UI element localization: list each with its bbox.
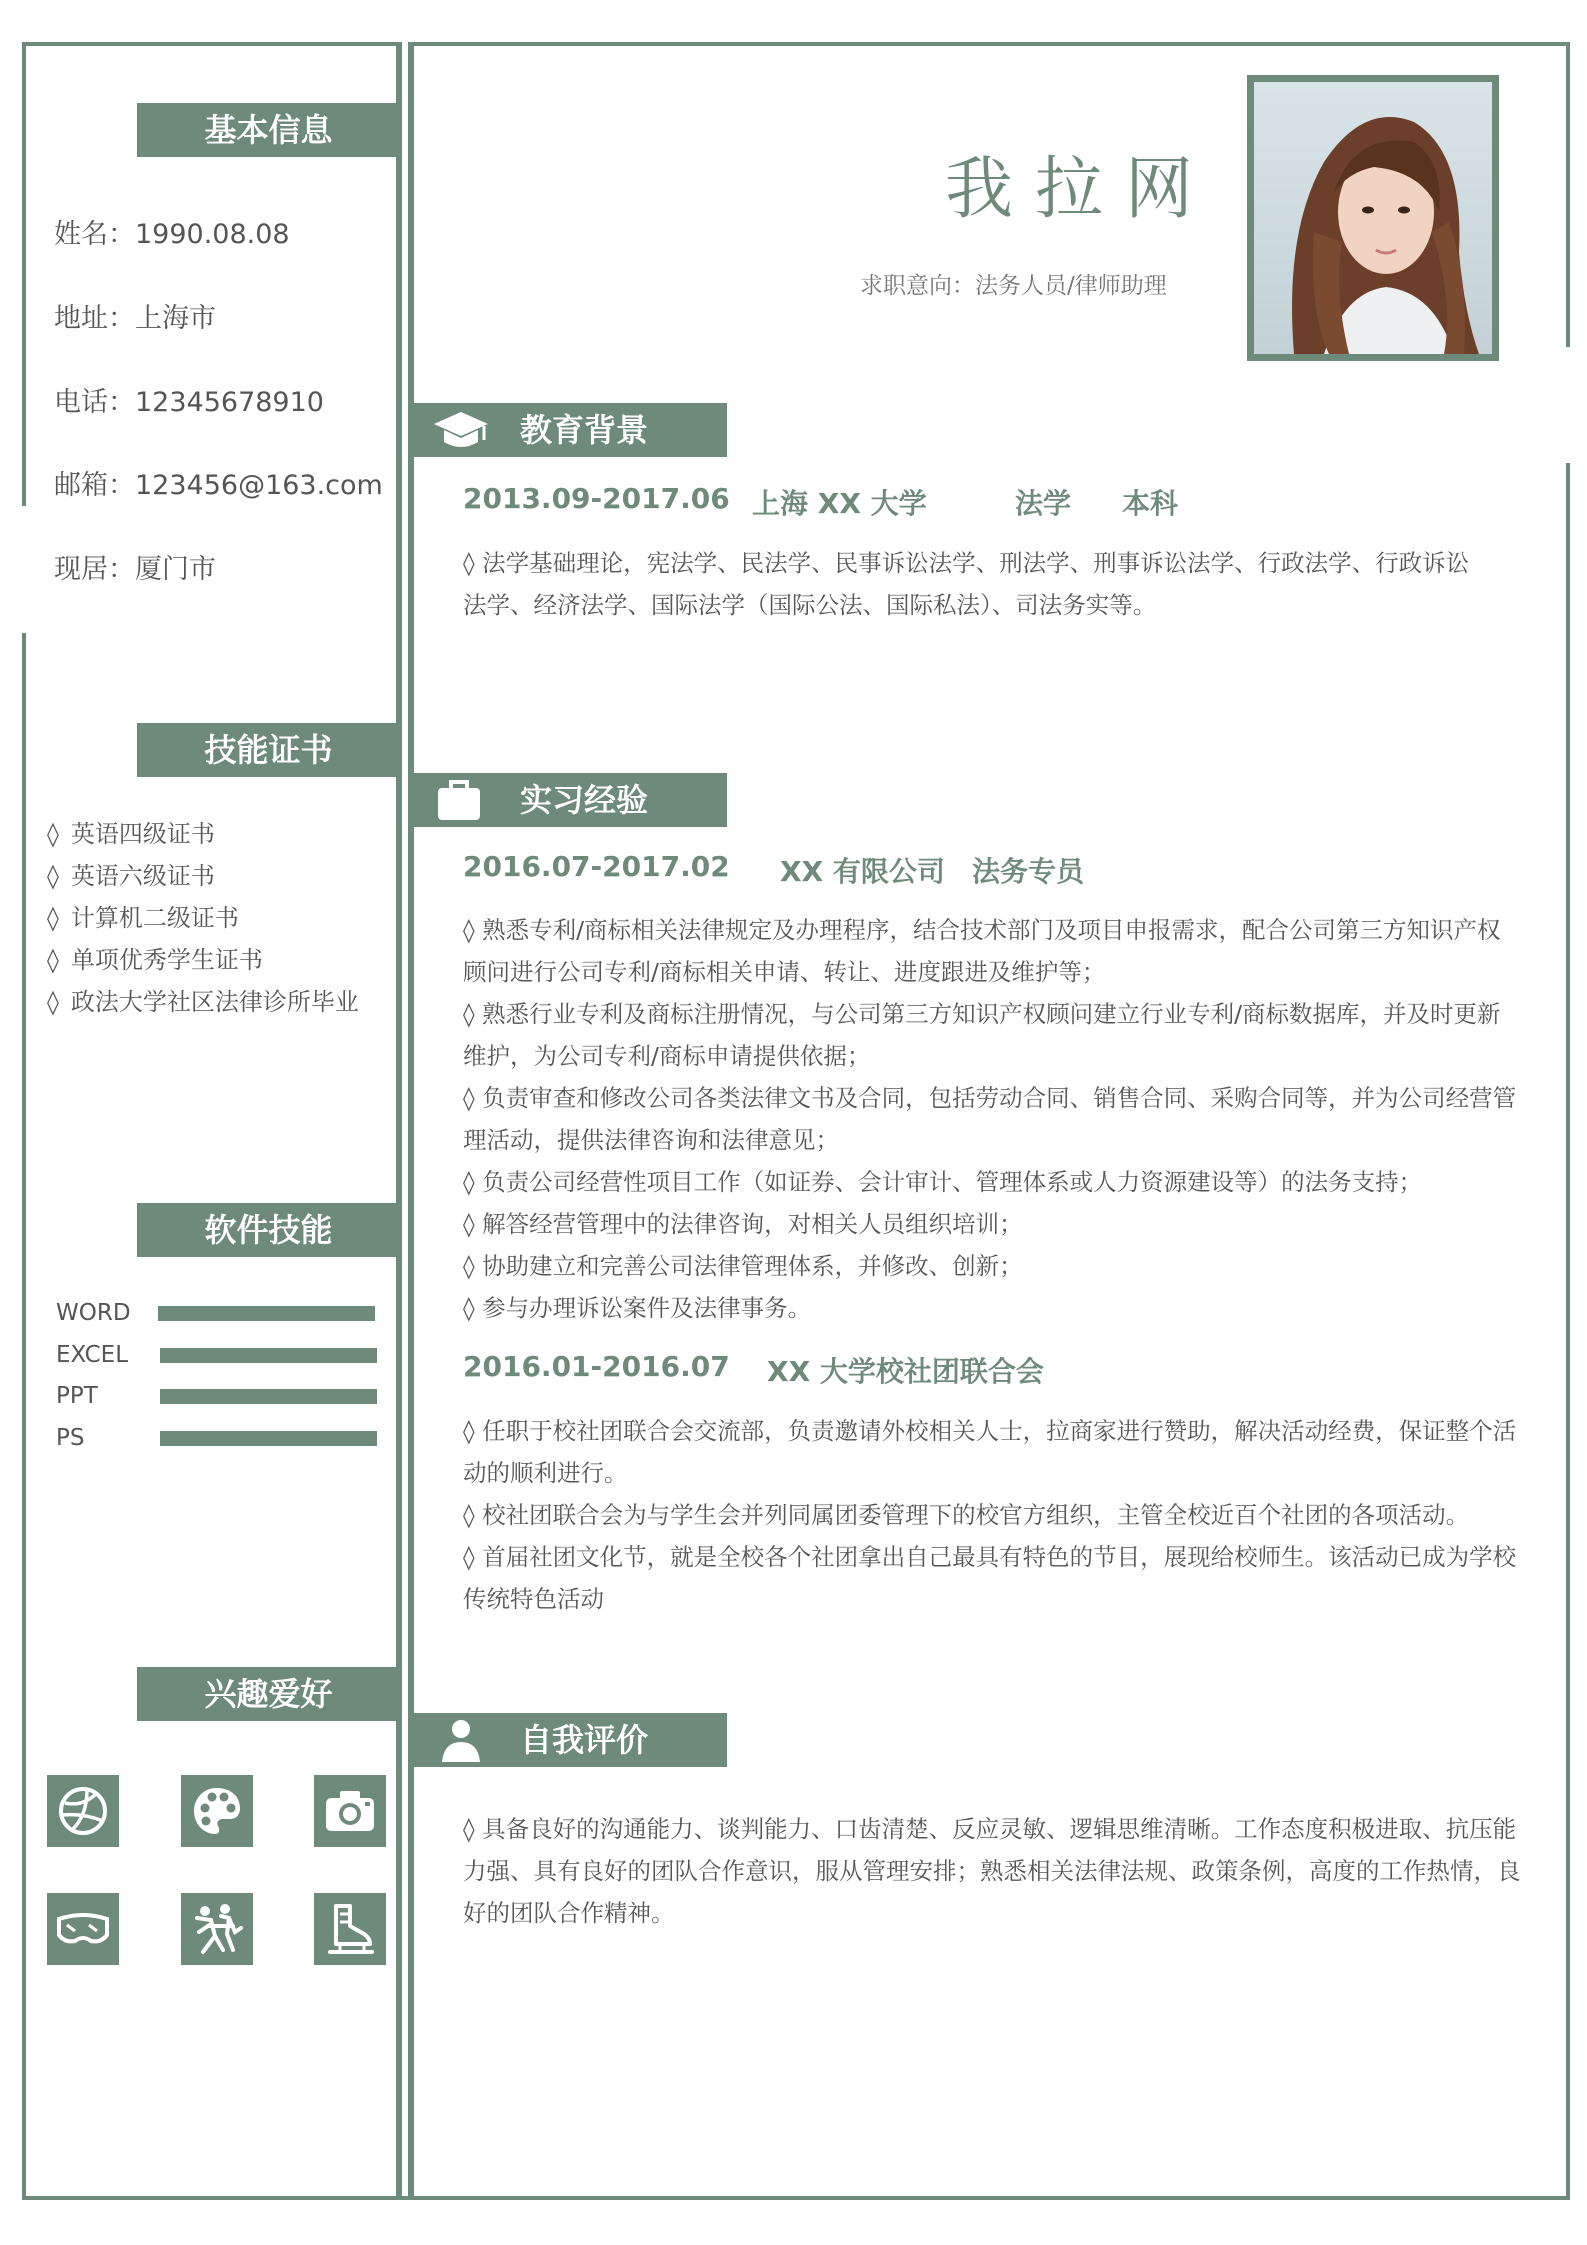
- briefcase-icon: [432, 778, 490, 822]
- goggles-icon: [47, 1893, 119, 1965]
- intern1-period: 2016.07-2017.02: [463, 850, 730, 883]
- frame-divider-b: [408, 42, 414, 2200]
- intern2-period: 2016.01-2016.07: [463, 1350, 730, 1383]
- frame-right-upper: [1566, 42, 1570, 347]
- section-hobbies: 兴趣爱好: [137, 1667, 400, 1721]
- section-internship-title: 实习经验: [520, 781, 649, 819]
- intern1-company: XX 有限公司: [780, 855, 945, 888]
- frame-top-left: [22, 42, 400, 46]
- skate-icon: [314, 1893, 386, 1965]
- frame-right-lower: [1566, 463, 1570, 2200]
- job-intent: 求职意向：法务人员/律师助理: [860, 273, 1167, 299]
- person-name: 我拉网: [945, 150, 1216, 229]
- skill-label-ps: PS: [56, 1425, 85, 1451]
- volleyball-icon: [47, 1775, 119, 1847]
- info-residence: 现居：厦门市: [54, 554, 216, 585]
- skill-bar-ppt: [160, 1389, 377, 1404]
- skill-label-word: WORD: [56, 1300, 131, 1326]
- section-certs: 技能证书: [137, 723, 400, 777]
- edu-courses: ◊ 法学基础理论，宪法学、民法学、民事诉讼法学、刑法学、刑事诉讼法学、行政法学、行政诉讼 法学、经济法学、国际法学（国际公法、国际私法）、司法务实等。: [463, 549, 1470, 619]
- cert-item: ◊ 英语六级证书: [47, 862, 215, 890]
- intern2-duties: ◊ 任职于校社团联合会交流部，负责邀请外校相关人士，拉商家进行赞助，解决活动经费，保证整个活 动的顺利进行。 ◊ 校社团联合会为与学生会并列同属团委管理下的校官方组织，主管全校近百个社团的各项活动。 ◊ 首届社团文化节，就是全校各个社团拿出自己最具有特色的节目，展现给校师生。该活动已成为学校 传统特色活动: [463, 1417, 1517, 1613]
- self-eval-text: ◊ 具备良好的沟通能力、谈判能力、口齿清楚、反应灵敏、逻辑思维清晰。工作态度积极进取、抗压能 力强、具有良好的团队合作意识，服从管理安排；熟悉相关法律法规、政策条例，高度的工作热情，良 好的团队合作精神。: [463, 1815, 1521, 1927]
- skill-bar-word: [158, 1306, 375, 1321]
- cert-item: ◊ 政法大学社区法律诊所毕业: [47, 988, 359, 1016]
- section-self-eval-title: 自我评价: [520, 1721, 649, 1759]
- section-self-eval: [412, 1713, 727, 1767]
- section-education: [412, 403, 727, 457]
- section-basic-info: 基本信息: [137, 103, 400, 157]
- skill-label-excel: EXCEL: [56, 1342, 129, 1368]
- edu-major: 法学: [1015, 487, 1072, 520]
- edu-school: 上海 XX 大学: [752, 487, 927, 520]
- info-address: 地址：上海市: [54, 303, 216, 334]
- palette-icon: [181, 1775, 253, 1847]
- frame-bottom: [22, 2196, 1570, 2200]
- info-phone: 电话：12345678910: [54, 387, 324, 418]
- frame-left-upper: [22, 42, 26, 506]
- frame-divider-a: [396, 42, 402, 2200]
- skill-label-ppt: PPT: [56, 1383, 98, 1409]
- skill-bar-excel: [160, 1348, 377, 1363]
- frame-top-right: [412, 42, 1570, 46]
- cert-list: [47, 813, 359, 1023]
- info-email: 邮箱：123456@163.com: [54, 470, 383, 501]
- skill-bar-ps: [160, 1431, 377, 1446]
- section-education-title: 教育背景: [520, 411, 649, 449]
- edu-degree: 本科: [1122, 487, 1179, 520]
- section-software: 软件技能: [137, 1203, 400, 1257]
- cert-item: ◊ 单项优秀学生证书: [47, 946, 263, 974]
- intern1-duties: ◊ 熟悉专利/商标相关法律规定及办理程序，结合技术部门及项目申报需求，配合公司第三方知识产权 顾问进行公司专利/商标相关申请、转让、进度跟进及维护等； ◊ 熟悉行业专利及商标注册情况，与公司第三方知识产权顾问建立行业专利/商标数据库，并及时更新 维护，为公司专利/商标申请提供依据； ◊ 负责审查和修改公司各类法律文书及合同，包括劳动合同、销售合同、采购合同等，并为公司经营管 理活动，提供法律咨询和法律意见； ◊ 负责公司经营性项目工作（如证券、会计审计、管理体系或人力资源建设等）的法务支持； ◊ 解答经营管理中的法律咨询，对相关人员组织培训； ◊ 协助建立和完善公司法律管理体系，并修改、创新； ◊ 参与办理诉讼案件及法律事务。: [463, 916, 1517, 1322]
- camera-icon: [314, 1775, 386, 1847]
- graduation-cap-icon: [432, 408, 490, 452]
- section-internship: [412, 773, 727, 827]
- cert-item: ◊ 计算机二级证书: [47, 904, 239, 932]
- info-name: 姓名：1990.08.08: [54, 219, 290, 250]
- cert-item: ◊ 英语四级证书: [47, 820, 215, 848]
- intern2-org: XX 大学校社团联合会: [767, 1355, 1044, 1388]
- person-icon: [432, 1718, 490, 1762]
- intern1-role: 法务专员: [972, 855, 1085, 888]
- profile-photo: [1247, 75, 1499, 361]
- dance-icon: [181, 1893, 253, 1965]
- frame-left-lower: [22, 633, 26, 2200]
- edu-period: 2013.09-2017.06: [463, 482, 730, 515]
